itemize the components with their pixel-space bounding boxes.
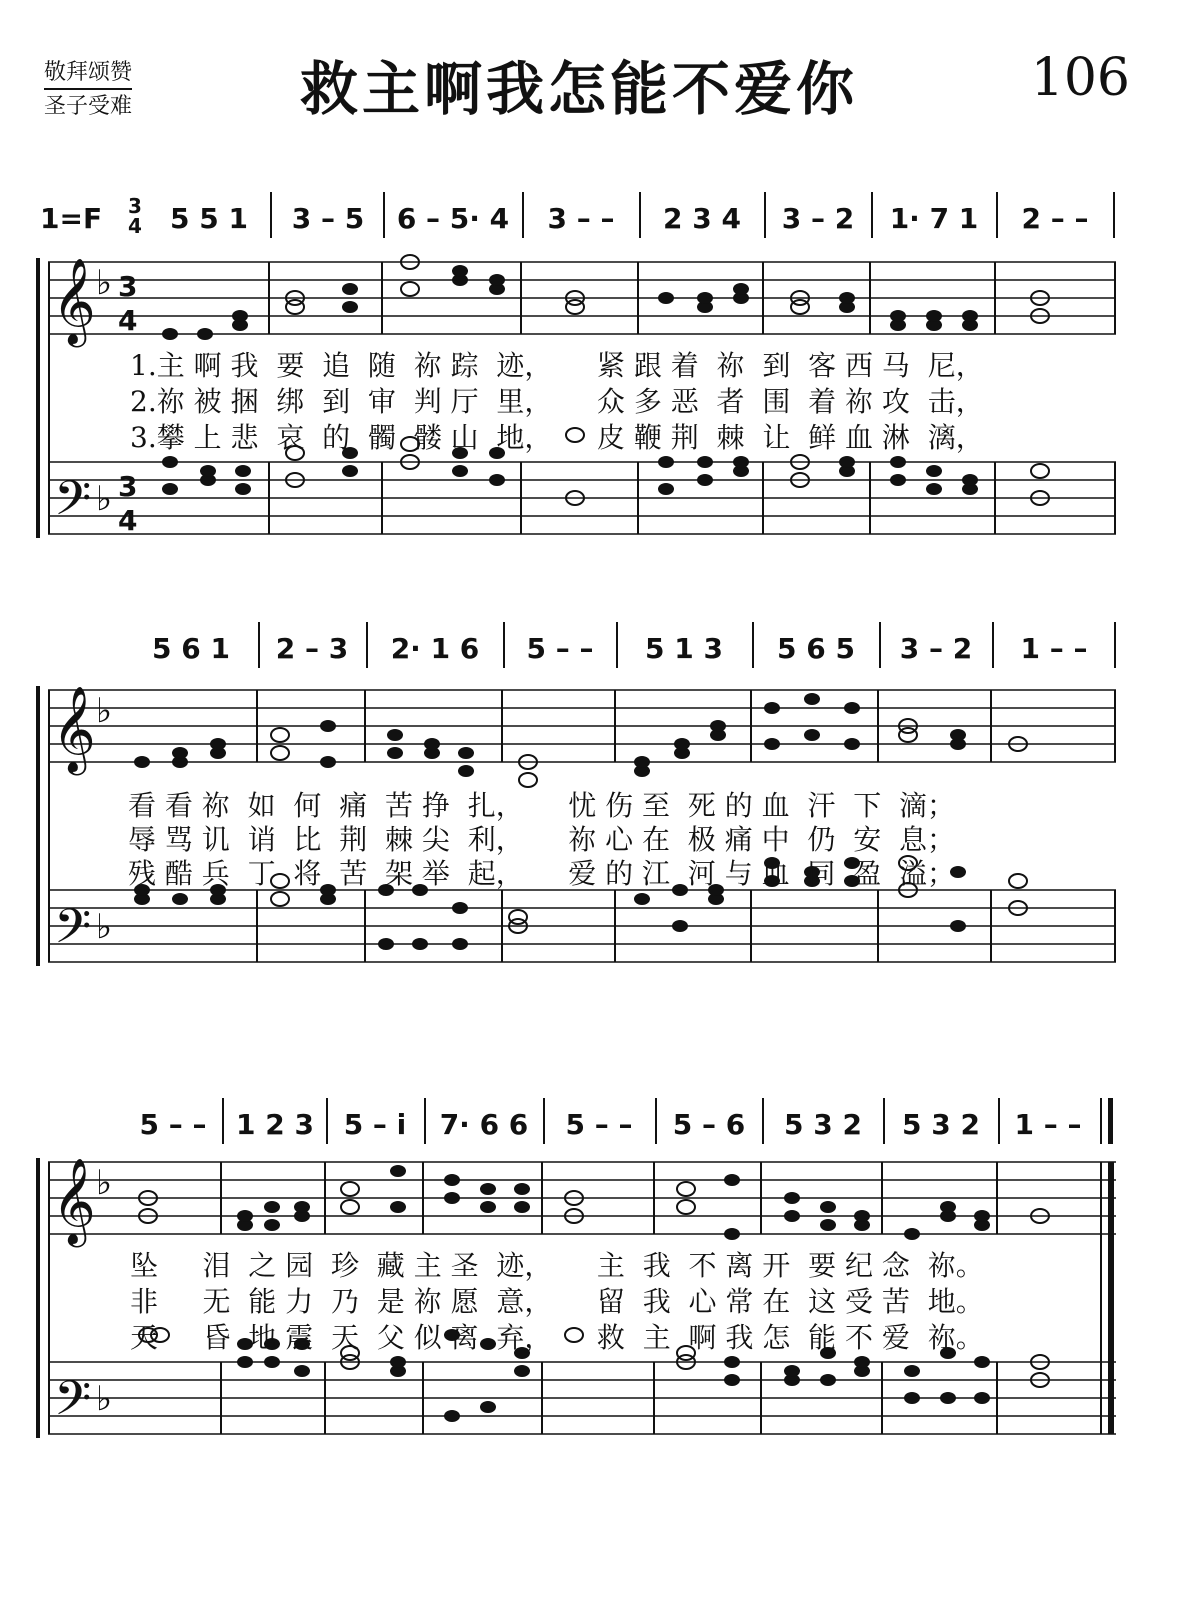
lyric-verse-2: 非 无 能 力 乃 是 祢 愿 意， 留 我 心 常 在 这 受 苦 地。 [130, 1285, 984, 1318]
svg-text:𝄞: 𝄞 [52, 258, 96, 344]
barline [222, 1098, 224, 1144]
lyric-verse-1: 坠 泪 之 园 珍 藏 主 圣 迹， 主 我 不 离 开 要 纪 念 祢。 [130, 1249, 984, 1282]
barline [503, 622, 505, 668]
barline [326, 1098, 328, 1144]
svg-text:4: 4 [118, 304, 138, 337]
barline [258, 622, 260, 668]
svg-text:𝄞: 𝄞 [52, 1158, 96, 1244]
barline [764, 192, 766, 238]
svg-text:𝄢: 𝄢 [54, 470, 92, 538]
time-signature [124, 196, 146, 236]
jianpu-measure: 5 – i [343, 1107, 407, 1141]
jianpu-measure: 5 5 1 [170, 201, 248, 235]
barline [992, 622, 994, 668]
jianpu-measure: 6 – 5· 4 [396, 201, 510, 235]
time-bottom: 4 [128, 214, 142, 238]
svg-text:♭: ♭ [96, 691, 113, 731]
lyric-verse-1: 1.主 啊 我 要 追 随 祢 踪 迹， 紧 跟 着 祢 到 客 西 马 尼， [130, 349, 984, 382]
jianpu-measure: 2 3 4 [663, 201, 741, 235]
barline [1100, 1098, 1102, 1144]
svg-text:𝄢: 𝄢 [54, 898, 92, 966]
jianpu-measure: 5 6 5 [777, 631, 855, 665]
hymn-title: 救主啊我怎能不爱你 [300, 55, 859, 123]
barline [1114, 622, 1116, 668]
barline [616, 622, 618, 668]
jianpu-measure: 5 1 3 [645, 631, 723, 665]
hymn-number: 106 [1030, 48, 1130, 108]
jianpu-measure: 3 – 2 [781, 201, 855, 235]
jianpu-measure: 3 – – [547, 201, 615, 235]
barline [1113, 192, 1115, 238]
lyric-verse-1: 看 看 祢 如 何 痛 苦 挣 扎， 忧 伤 至 死 的 血 汗 下 滴； [128, 789, 956, 822]
svg-text:♭: ♭ [96, 479, 113, 519]
svg-text:𝄞: 𝄞 [52, 686, 96, 772]
jianpu-measure: 2 – 3 [275, 631, 349, 665]
barline [383, 192, 385, 238]
jianpu-measure: 5 3 2 [784, 1107, 862, 1141]
jianpu-row-2 [0, 628, 1200, 668]
svg-text:3: 3 [118, 470, 138, 503]
jianpu-measure: 2 – – [1021, 201, 1089, 235]
time-top: 3 [128, 194, 142, 218]
barline [639, 192, 641, 238]
lyric-verse-2: 辱 骂 讥 诮 比 荆 棘 尖 利， 祢 心 在 极 痛 中 仍 安 息； [128, 823, 956, 856]
barline [998, 1098, 1000, 1144]
jianpu-measure: 1 2 3 [236, 1107, 314, 1141]
barline [366, 622, 368, 668]
jianpu-measure: 1 – – [1020, 631, 1088, 665]
barline [424, 1098, 426, 1144]
category-label: 敬拜颂赞 [44, 58, 132, 90]
lyric-verse-3: 3.攀 上 悲 哀 的 髑 髅 山 地， 皮 鞭 荆 棘 让 鲜 血 淋 漓， [130, 421, 984, 454]
barline [752, 622, 754, 668]
jianpu-measure: 1· 7 1 [889, 201, 979, 235]
svg-text:𝄢: 𝄢 [54, 1370, 92, 1438]
jianpu-measure: 3 – 5 [291, 201, 365, 235]
barline [996, 192, 998, 238]
barline [871, 192, 873, 238]
jianpu-row-1 [0, 194, 1200, 238]
subcategory-label: 圣子受难 [44, 94, 133, 119]
lyric-verse-2: 2.祢 被 捆 绑 到 审 判 厅 里， 众 多 恶 者 围 着 祢 攻 击， [130, 385, 984, 418]
jianpu-measure: 5 – – [139, 1107, 207, 1141]
jianpu-measure: 3 – 2 [899, 631, 973, 665]
barline [762, 1098, 764, 1144]
jianpu-measure: 5 – – [526, 631, 594, 665]
svg-text:3: 3 [118, 270, 138, 303]
svg-text:♭: ♭ [96, 907, 113, 947]
barline [522, 192, 524, 238]
jianpu-measure: 5 – – [565, 1107, 633, 1141]
barline [270, 192, 272, 238]
jianpu-measure: 2· 1 6 [390, 631, 480, 665]
jianpu-measure: 7· 6 6 [439, 1107, 529, 1141]
svg-text:♭: ♭ [96, 263, 113, 303]
final-barline [1108, 1098, 1113, 1144]
jianpu-measure: 5 – 6 [672, 1107, 746, 1141]
barline [655, 1098, 657, 1144]
jianpu-row-3 [0, 1104, 1200, 1144]
key-signature: 1=F [40, 202, 103, 235]
lyric-verse-3: 残 酷 兵 丁 将 苦 架 举 起， 爱 的 江 河 与 血 同 盈 溢； [128, 857, 956, 890]
barline [883, 1098, 885, 1144]
svg-text:♭: ♭ [96, 1379, 113, 1419]
jianpu-measure: 5 3 2 [902, 1107, 980, 1141]
lyric-verse-3: 天 昏 地 震 天 父 似 离 弃， 救 主 啊 我 怎 能 不 爱 祢。 [130, 1321, 984, 1354]
jianpu-measure: 1 – – [1014, 1107, 1082, 1141]
barline [879, 622, 881, 668]
jianpu-measure: 5 6 1 [152, 631, 230, 665]
svg-text:♭: ♭ [96, 1163, 113, 1203]
barline [543, 1098, 545, 1144]
svg-text:4: 4 [118, 504, 138, 537]
